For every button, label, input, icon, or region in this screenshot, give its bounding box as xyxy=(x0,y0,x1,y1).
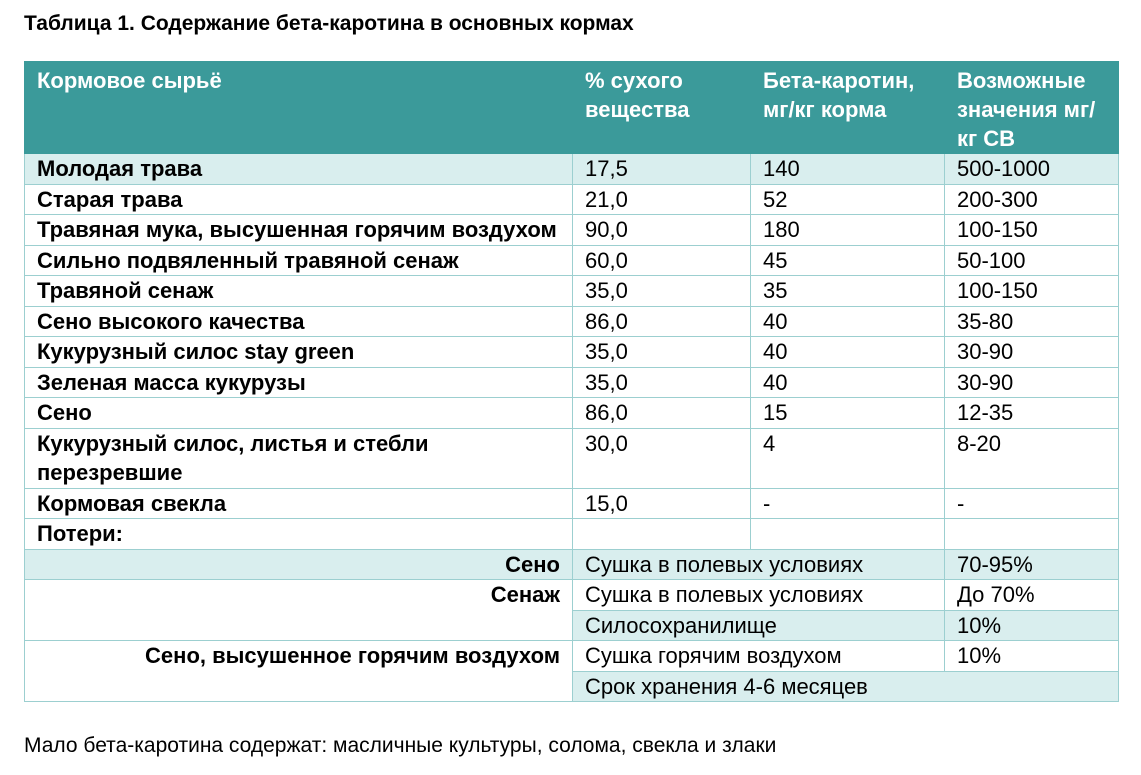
beta-cell: 40 xyxy=(751,367,945,398)
loss-hot-air-method-1: Сушка горячим воздухом xyxy=(573,641,945,672)
loss-hot-air-method-2: Срок хранения 4-6 месяцев xyxy=(573,671,1119,702)
range-cell: 8-20 xyxy=(945,428,1119,488)
dry-cell: 30,0 xyxy=(573,428,751,488)
range-cell: 500-1000 xyxy=(945,154,1119,185)
dry-cell: 86,0 xyxy=(573,398,751,429)
dry-cell: 21,0 xyxy=(573,184,751,215)
beta-cell: 52 xyxy=(751,184,945,215)
range-cell: 200-300 xyxy=(945,184,1119,215)
range-cell: 12-35 xyxy=(945,398,1119,429)
table-row xyxy=(25,398,1119,429)
beta-cell: - xyxy=(751,488,945,519)
beta-cell: 40 xyxy=(751,306,945,337)
empty-cell xyxy=(945,519,1119,550)
loss-haylage-name: Сенаж xyxy=(25,580,573,641)
table-title: Таблица 1. Содержание бета-каротина в основных кормах xyxy=(24,12,634,35)
loss-haylage-method-2: Силосохранилище xyxy=(573,610,945,641)
losses-heading-row xyxy=(25,519,1119,550)
feed-cell: Сено высокого качества xyxy=(25,306,573,337)
dry-cell: 86,0 xyxy=(573,306,751,337)
loss-haylage-value-2: 10% xyxy=(945,610,1119,641)
dry-cell: 17,5 xyxy=(573,154,751,185)
range-cell: - xyxy=(945,488,1119,519)
header-range: Возможные значения мг/кг СВ xyxy=(945,62,1119,154)
loss-hot-air-value-1: 10% xyxy=(945,641,1119,672)
table-row xyxy=(25,367,1119,398)
range-cell: 30-90 xyxy=(945,367,1119,398)
loss-hay-method: Сушка в полевых условиях xyxy=(573,549,945,580)
beta-carotene-table xyxy=(24,61,1119,702)
dry-cell: 15,0 xyxy=(573,488,751,519)
dry-cell: 60,0 xyxy=(573,245,751,276)
feed-cell: Кукурузный силос, листья и стебли перезревшие xyxy=(25,428,573,488)
table-row xyxy=(25,306,1119,337)
losses-label: Потери: xyxy=(25,519,573,550)
table-row xyxy=(25,184,1119,215)
header-row xyxy=(25,62,1119,154)
beta-cell: 40 xyxy=(751,337,945,368)
beta-cell: 180 xyxy=(751,215,945,246)
empty-cell xyxy=(751,519,945,550)
range-cell: 50-100 xyxy=(945,245,1119,276)
loss-hay-value: 70-95% xyxy=(945,549,1119,580)
loss-row-haylage xyxy=(25,580,1119,611)
feed-cell: Сено xyxy=(25,398,573,429)
empty-cell xyxy=(573,519,751,550)
loss-row-hot-air xyxy=(25,641,1119,672)
table-row xyxy=(25,337,1119,368)
beta-cell: 140 xyxy=(751,154,945,185)
table-row xyxy=(25,154,1119,185)
range-cell: 35-80 xyxy=(945,306,1119,337)
range-cell: 100-150 xyxy=(945,215,1119,246)
table-row xyxy=(25,276,1119,307)
range-cell: 30-90 xyxy=(945,337,1119,368)
table-row xyxy=(25,428,1119,488)
table-row xyxy=(25,245,1119,276)
header-dry-matter: % сухого вещества xyxy=(573,62,751,154)
loss-row-hay xyxy=(25,549,1119,580)
feed-cell: Кукурузный силос stay green xyxy=(25,337,573,368)
beta-cell: 35 xyxy=(751,276,945,307)
feed-cell: Сильно подвяленный травяной сенаж xyxy=(25,245,573,276)
feed-cell: Травяной сенаж xyxy=(25,276,573,307)
dry-cell: 90,0 xyxy=(573,215,751,246)
dry-cell: 35,0 xyxy=(573,276,751,307)
loss-hot-air-name: Сено, высушенное горячим воздухом xyxy=(25,641,573,702)
table-row xyxy=(25,215,1119,246)
beta-cell: 15 xyxy=(751,398,945,429)
header-beta-carotene: Бета-каротин, мг/кг корма xyxy=(751,62,945,154)
loss-haylage-method-1: Сушка в полевых условиях xyxy=(573,580,945,611)
feed-cell: Зеленая масса кукурузы xyxy=(25,367,573,398)
loss-haylage-value-1: До 70% xyxy=(945,580,1119,611)
feed-cell: Молодая трава xyxy=(25,154,573,185)
feed-cell: Травяная мука, высушенная горячим воздухом xyxy=(25,215,573,246)
header-feed: Кормовое сырьё xyxy=(25,62,573,154)
footer-note: Мало бета-каротина содержат: масличные культуры, солома, свекла и злаки xyxy=(24,734,777,757)
dry-cell: 35,0 xyxy=(573,367,751,398)
loss-hay-name: Сено xyxy=(25,549,573,580)
range-cell: 100-150 xyxy=(945,276,1119,307)
beta-cell: 4 xyxy=(751,428,945,488)
feed-cell: Кормовая свекла xyxy=(25,488,573,519)
beta-cell: 45 xyxy=(751,245,945,276)
table-row xyxy=(25,488,1119,519)
dry-cell: 35,0 xyxy=(573,337,751,368)
feed-cell: Старая трава xyxy=(25,184,573,215)
